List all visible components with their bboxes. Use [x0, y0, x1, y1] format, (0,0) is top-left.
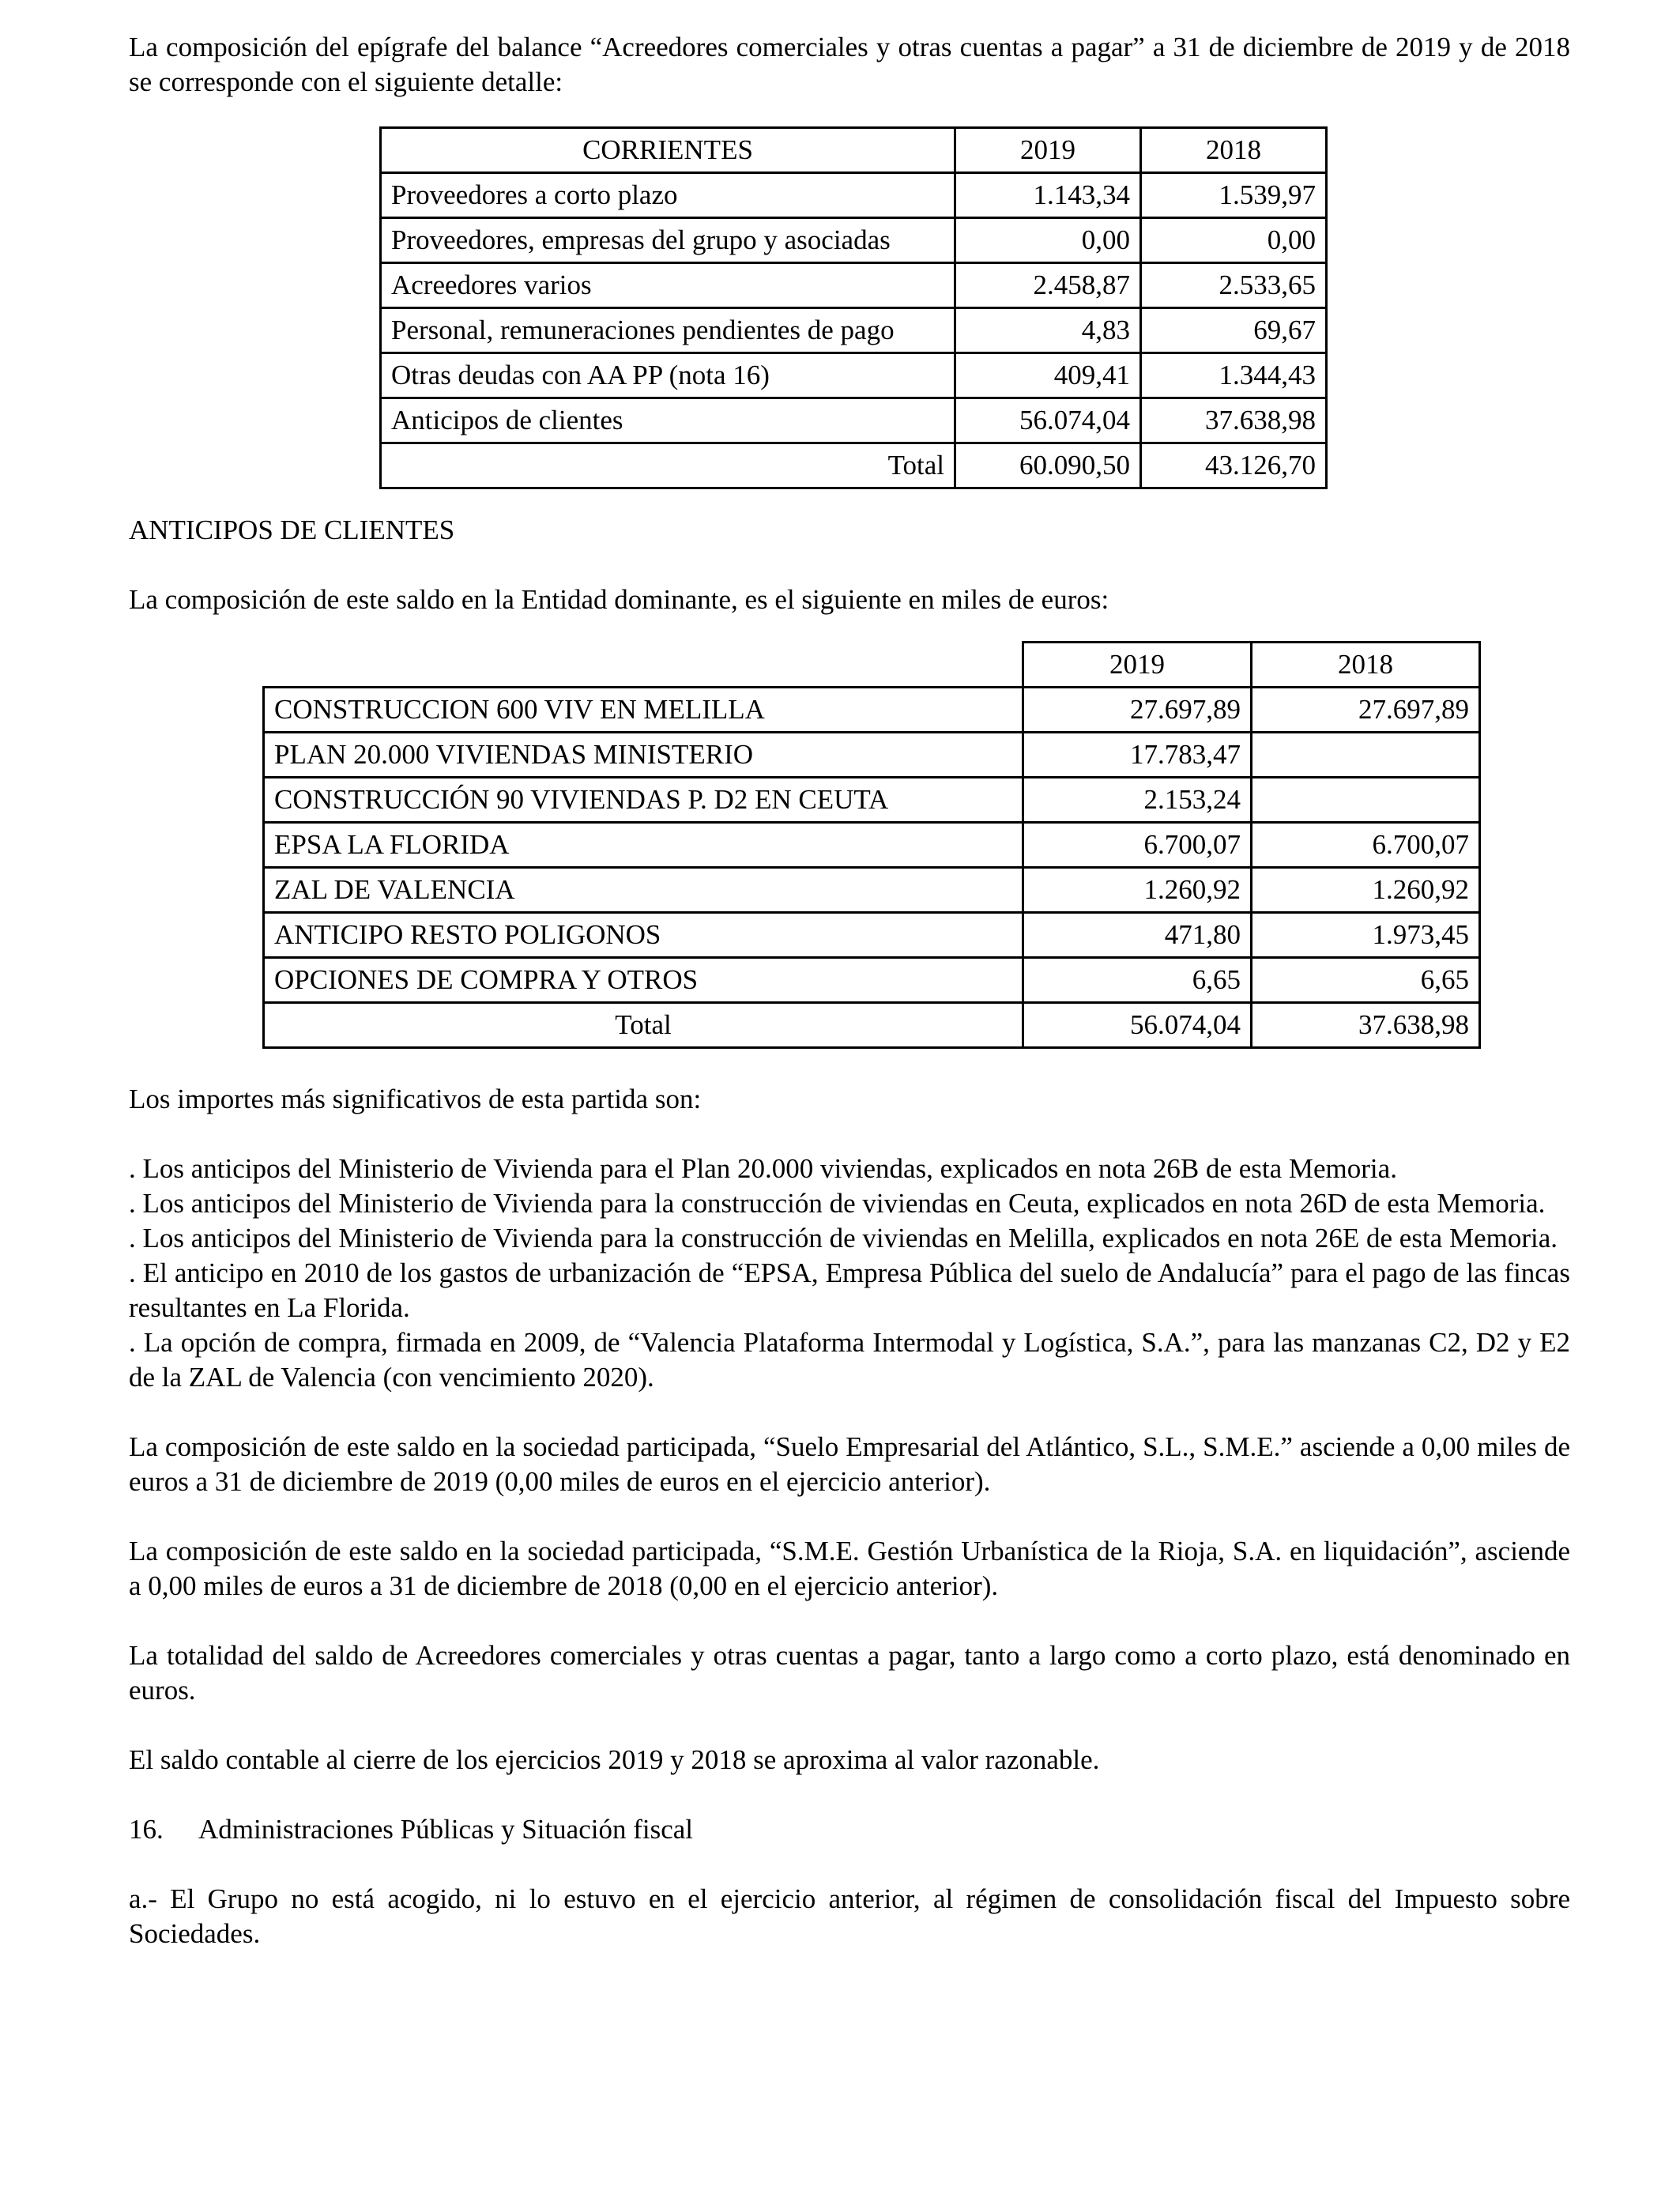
anticipos-paragraph: La composición de este saldo en la Entidad dominante, es el siguiente en miles de euros: — [129, 584, 1109, 615]
row-value-2019: 17.783,47 — [1023, 733, 1252, 778]
row-value-2018: 6.700,07 — [1252, 823, 1480, 868]
importes-paragraph: Los importes más significativos de esta partida son: — [129, 1084, 702, 1114]
row-value-2019: 2.458,87 — [955, 263, 1141, 308]
total-label: Total — [381, 443, 955, 488]
header-cell: CORRIENTES — [381, 128, 955, 173]
row-value-2018 — [1252, 778, 1480, 823]
row-value-2019: 2.153,24 — [1023, 778, 1252, 823]
section-number: 16. — [129, 1814, 164, 1845]
list-item: . El anticipo en 2010 de los gastos de urbanización de “EPSA, Empresa Pública del suelo de Andalucía” para el pago de las fincas resultantes en La Florida. — [129, 1257, 1570, 1323]
table-header-row — [264, 643, 1480, 688]
row-value-2019: 1.260,92 — [1023, 868, 1252, 913]
table-total-row — [264, 1003, 1480, 1048]
row-value-2019: 409,41 — [955, 353, 1141, 398]
row-label: OPCIONES DE COMPRA Y OTROS — [264, 958, 1023, 1003]
totalidad-paragraph: La totalidad del saldo de Acreedores comerciales y otras cuentas a pagar, tanto a largo como a corto plazo, está denominado en euros. — [129, 1640, 1570, 1706]
table-row — [381, 353, 1327, 398]
paragraph-a: a.- El Grupo no está acogido, ni lo estuvo en el ejercicio anterior, al régimen de consolidación fiscal del Impuesto sobre Sociedades. — [129, 1883, 1570, 1949]
header-cell: 2018 — [1141, 128, 1327, 173]
row-label: Anticipos de clientes — [381, 398, 955, 443]
row-value-2018: 37.638,98 — [1141, 398, 1327, 443]
row-value-2018: 0,00 — [1141, 218, 1327, 263]
section-heading-anticipos: ANTICIPOS DE CLIENTES — [129, 515, 455, 545]
total-value-2018: 43.126,70 — [1141, 443, 1327, 488]
row-value-2019: 471,80 — [1023, 913, 1252, 958]
row-label: Proveedores a corto plazo — [381, 173, 955, 218]
document-content — [129, 30, 1570, 1951]
table-header-row — [381, 128, 1327, 173]
row-value-2019: 6.700,07 — [1023, 823, 1252, 868]
header-cell: 2018 — [1252, 643, 1480, 688]
total-value-2018: 37.638,98 — [1252, 1003, 1480, 1048]
row-value-2019: 27.697,89 — [1023, 688, 1252, 733]
row-value-2019: 56.074,04 — [955, 398, 1141, 443]
row-label: PLAN 20.000 VIVIENDAS MINISTERIO — [264, 733, 1023, 778]
total-value-2019: 56.074,04 — [1023, 1003, 1252, 1048]
table-row — [264, 733, 1480, 778]
table-total-row — [381, 443, 1327, 488]
list-item: . Los anticipos del Ministerio de Vivienda para la construcción de viviendas en Melilla, explicados en nota 26E de esta Memoria. — [129, 1223, 1558, 1253]
row-label: Otras deudas con AA PP (nota 16) — [381, 353, 955, 398]
row-value-2019: 1.143,34 — [955, 173, 1141, 218]
table-row — [381, 263, 1327, 308]
total-value-2019: 60.090,50 — [955, 443, 1141, 488]
section-title: Administraciones Públicas y Situación fiscal — [198, 1814, 694, 1845]
row-value-2018: 27.697,89 — [1252, 688, 1480, 733]
list-item: . Los anticipos del Ministerio de Vivienda para la construcción de viviendas en Ceuta, explicados en nota 26D de esta Memoria. — [129, 1188, 1546, 1219]
row-value-2018 — [1252, 733, 1480, 778]
row-value-2019: 6,65 — [1023, 958, 1252, 1003]
table-row — [264, 778, 1480, 823]
saldo-paragraph: El saldo contable al cierre de los ejercicios 2019 y 2018 se aproxima al valor razonable. — [129, 1744, 1100, 1775]
list-item: . Los anticipos del Ministerio de Vivienda para el Plan 20.000 viviendas, explicados en nota 26B de esta Memoria. — [129, 1153, 1397, 1184]
row-value-2019: 4,83 — [955, 308, 1141, 353]
row-label: ZAL DE VALENCIA — [264, 868, 1023, 913]
table-row — [264, 823, 1480, 868]
header-cell: 2019 — [955, 128, 1141, 173]
row-value-2018: 2.533,65 — [1141, 263, 1327, 308]
row-label: CONSTRUCCIÓN 90 VIVIENDAS P. D2 EN CEUTA — [264, 778, 1023, 823]
importes-list — [129, 1152, 1570, 1395]
row-value-2018: 1.973,45 — [1252, 913, 1480, 958]
row-label: ANTICIPO RESTO POLIGONOS — [264, 913, 1023, 958]
table-row — [381, 173, 1327, 218]
table-row — [264, 913, 1480, 958]
table-row — [381, 308, 1327, 353]
list-item: . La opción de compra, firmada en 2009, de “Valencia Plataforma Intermodal y Logística, S.A.”, para las manzanas C2, D2 y E2 de la ZAL de Valencia (con vencimiento 2020). — [129, 1327, 1570, 1393]
header-empty-cell — [264, 643, 1023, 688]
atlantico-paragraph: La composición de este saldo en la sociedad participada, “Suelo Empresarial del Atlántico, S.L., S.M.E.” asciende a 0,00 miles de euros a 31 de diciembre de 2019 (0,00 miles de euros en el ejercicio anterior). — [129, 1431, 1570, 1497]
row-label: CONSTRUCCION 600 VIV EN MELILLA — [264, 688, 1023, 733]
row-value-2018: 6,65 — [1252, 958, 1480, 1003]
row-label: EPSA LA FLORIDA — [264, 823, 1023, 868]
intro-paragraph: La composición del epígrafe del balance “Acreedores comerciales y otras cuentas a pagar” a 31 de diciembre de 2019 y de 2018 se corresponde con el siguiente detalle: — [129, 32, 1570, 97]
table-anticipos — [262, 641, 1481, 1049]
row-value-2018: 1.260,92 — [1252, 868, 1480, 913]
row-value-2018: 1.344,43 — [1141, 353, 1327, 398]
row-value-2018: 1.539,97 — [1141, 173, 1327, 218]
table-acreedores — [379, 126, 1328, 489]
section-heading-16 — [129, 1812, 1570, 1847]
header-cell: 2019 — [1023, 643, 1252, 688]
table-row — [264, 958, 1480, 1003]
row-label: Personal, remuneraciones pendientes de pago — [381, 308, 955, 353]
row-label: Proveedores, empresas del grupo y asociadas — [381, 218, 955, 263]
row-label: Acreedores varios — [381, 263, 955, 308]
total-label: Total — [264, 1003, 1023, 1048]
rioja-paragraph: La composición de este saldo en la sociedad participada, “S.M.E. Gestión Urbanística de la Rioja, S.A. en liquidación”, asciende a 0,00 miles de euros a 31 de diciembre de 2018 (0,00 en el ejercicio anterior). — [129, 1536, 1570, 1601]
table-row — [381, 398, 1327, 443]
table-row — [381, 218, 1327, 263]
row-value-2018: 69,67 — [1141, 308, 1327, 353]
table-row — [264, 688, 1480, 733]
table-row — [264, 868, 1480, 913]
row-value-2019: 0,00 — [955, 218, 1141, 263]
